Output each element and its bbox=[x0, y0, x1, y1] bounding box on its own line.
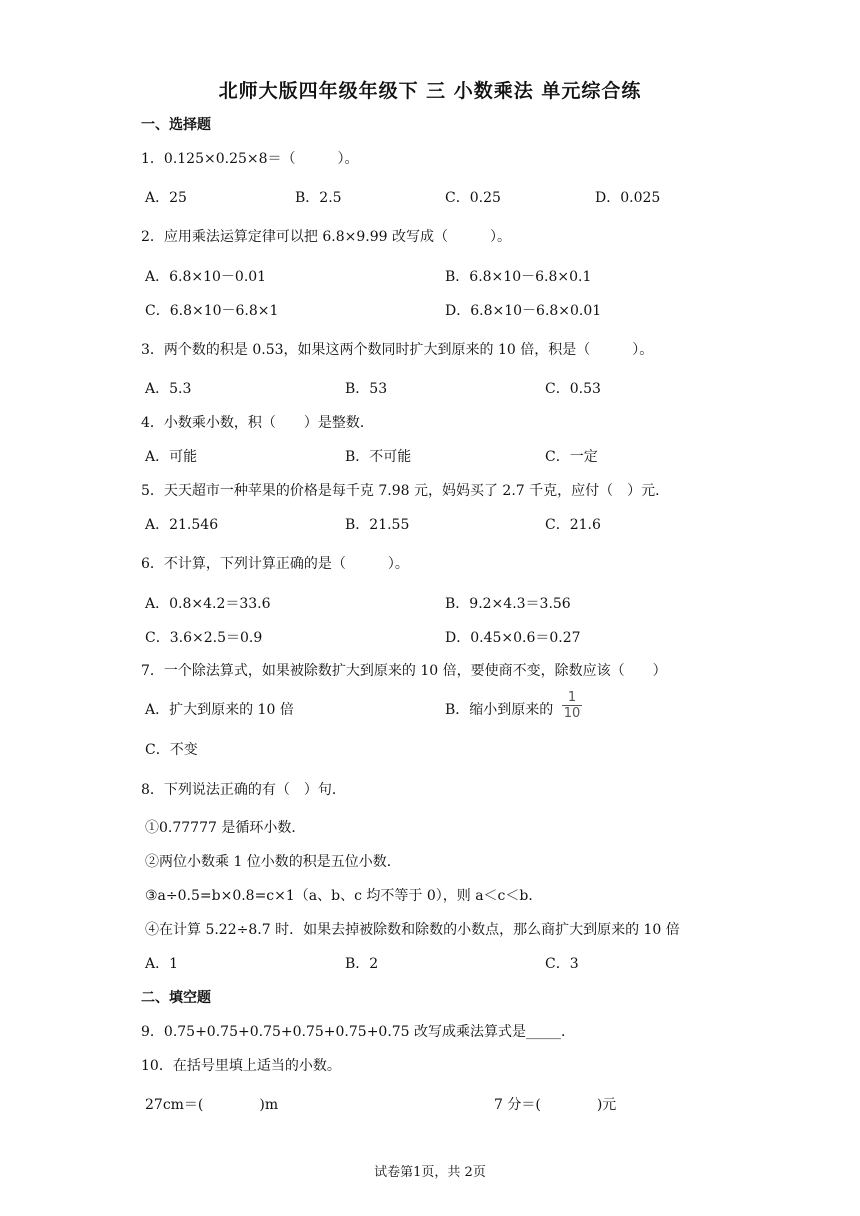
question-10-stem: 10．在括号里填上适当的小数。 bbox=[141, 1058, 341, 1074]
fraction-numerator: 1 bbox=[567, 690, 577, 705]
question-1-stem: 1．0.125×0.25×8＝（ ）。 bbox=[141, 151, 359, 167]
question-6-option-d: D．0.45×0.6＝0.27 bbox=[445, 630, 581, 646]
question-1-option-d: D．0.025 bbox=[595, 190, 661, 206]
question-6-option-c: C．3.6×2.5＝0.9 bbox=[145, 630, 263, 646]
question-2-stem: 2．应用乘法运算定律可以把 6.8×9.99 改写成（ ）。 bbox=[141, 229, 511, 245]
question-10-left-blank: 27cm＝( )m bbox=[145, 1097, 279, 1113]
question-7-option-c: C．不变 bbox=[145, 742, 198, 758]
question-6-stem: 6．不计算，下列计算正确的是（ ）。 bbox=[141, 556, 409, 572]
question-4-option-a: A．可能 bbox=[145, 449, 198, 465]
question-4-option-c: C．一定 bbox=[545, 449, 598, 465]
fraction-denominator: 10 bbox=[563, 706, 581, 721]
question-3-option-c: C．0.53 bbox=[545, 381, 601, 397]
question-8-stem: 8．下列说法正确的有（ ）句． bbox=[141, 782, 346, 798]
question-7-option-b: B．缩小到原来的 bbox=[445, 702, 554, 718]
question-8-statement-3: ③a÷0.5=b×0.8=c×1（a、b、c 均不等于 0），则 a＜c＜b． bbox=[145, 888, 543, 904]
question-4-stem: 4．小数乘小数，积（ ）是整数． bbox=[141, 415, 374, 431]
page-title: 北师大版四年级年级下 三 小数乘法 单元综合练 bbox=[218, 80, 642, 102]
question-2-option-c: C．6.8×10－6.8×1 bbox=[145, 303, 279, 319]
question-6-option-b: B．9.2×4.3＝3.56 bbox=[445, 596, 571, 612]
question-8-option-b: B．2 bbox=[345, 956, 379, 972]
question-5-option-b: B．21.55 bbox=[345, 517, 410, 533]
question-7-option-a: A．扩大到原来的 10 倍 bbox=[145, 702, 294, 718]
question-8-statement-2: ②两位小数乘 1 位小数的积是五位小数． bbox=[145, 854, 401, 870]
question-8-option-c: C．3 bbox=[545, 956, 579, 972]
section-heading-choice: 一、选择题 bbox=[141, 117, 211, 133]
question-3-option-a: A．5.3 bbox=[145, 381, 192, 397]
question-1-option-a: A．25 bbox=[145, 190, 187, 206]
fraction-one-tenth bbox=[562, 691, 582, 720]
question-2-option-d: D．6.8×10－6.8×0.01 bbox=[445, 303, 602, 319]
question-8-statement-4: ④在计算 5.22÷8.7 时．如果去掉被除数和除数的小数点，那么商扩大到原来的 10 倍 bbox=[145, 922, 680, 938]
question-6-option-a: A．0.8×4.2＝33.6 bbox=[145, 596, 271, 612]
section-heading-fill: 二、填空题 bbox=[141, 990, 211, 1006]
question-5-stem: 5．天天超市一种苹果的价格是每千克 7.98 元，妈妈买了 2.7 千克，应付（ ）元． bbox=[141, 483, 670, 499]
question-5-option-c: C．21.6 bbox=[545, 517, 601, 533]
question-1-option-b: B．2.5 bbox=[295, 190, 342, 206]
question-2-option-a: A．6.8×10－0.01 bbox=[145, 269, 267, 285]
question-10-right-blank: 7 分＝( )元 bbox=[494, 1097, 617, 1113]
question-3-stem: 3．两个数的积是 0.53，如果这两个数同时扩大到原来的 10 倍，积是（ ）。 bbox=[141, 342, 654, 358]
question-5-option-a: A．21.546 bbox=[145, 517, 219, 533]
question-3-option-b: B．53 bbox=[345, 381, 388, 397]
question-8-option-a: A．1 bbox=[145, 956, 179, 972]
question-8-statement-1: ①0.77777 是循环小数． bbox=[145, 820, 306, 836]
question-9-stem: 9．0.75+0.75+0.75+0.75+0.75+0.75 改写成乘法算式是_____． bbox=[141, 1024, 576, 1040]
question-4-option-b: B．不可能 bbox=[345, 449, 412, 465]
page-footer: 试卷第1页，共 2页 bbox=[374, 1165, 486, 1180]
question-2-option-b: B．6.8×10－6.8×0.1 bbox=[445, 269, 592, 285]
question-1-option-c: C．0.25 bbox=[445, 190, 501, 206]
question-7-stem: 7．一个除法算式，如果被除数扩大到原来的 10 倍，要使商不变，除数应该（ ） bbox=[141, 663, 667, 679]
